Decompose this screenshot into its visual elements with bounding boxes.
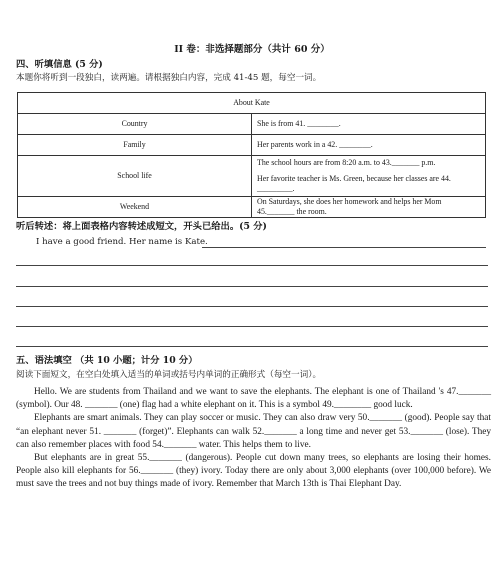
row-label: Country — [18, 114, 252, 135]
answer-line — [16, 346, 488, 347]
cloze-passage — [16, 386, 491, 492]
section4-heading: 四、听填信息 (5 分) — [16, 59, 103, 70]
passage-paragraph: Hello. We are students from Thailand and we want to save the elephants. The elephant is one of Thailand 's 47._______ (symbol). Our 48. _______ (one) flag had a white elephant on it. This is a symbol 49.________ good luck. — [16, 387, 491, 411]
table-row — [18, 135, 486, 156]
row-label: School life — [18, 156, 252, 197]
row-line: Her favorite teacher is Ms. Green, because her classes are 44. _________. — [257, 174, 451, 193]
row-content — [252, 156, 486, 197]
table-row — [18, 197, 486, 218]
row-content: Her parents work in a 42. ________. — [252, 135, 486, 156]
row-content: She is from 41. ________. — [252, 114, 486, 135]
answer-line — [202, 247, 486, 248]
section5-heading: 五、语法填空 （共 10 小题；计分 10 分） — [16, 355, 198, 366]
answer-line — [16, 306, 488, 307]
about-kate-table — [17, 92, 486, 218]
paper-title: II 卷：非选择题部分（共计 60 分） — [174, 44, 330, 55]
section4-instruction: 本题你将听到一段独白，读两遍。请根据独白内容，完成 41-45 题，每空一词。 — [16, 73, 322, 83]
answer-line — [16, 326, 488, 327]
row-label: Family — [18, 135, 252, 156]
answer-line — [16, 286, 488, 287]
row-label: Weekend — [18, 197, 252, 218]
section5-instruction: 阅读下面短文，在空白处填入适当的单词或括号内单词的正确形式（每空一词）。 — [16, 370, 322, 380]
table-row — [18, 156, 486, 197]
passage-paragraph: But elephants are in great 55._______ (dangerous). People cut down many trees, so elephants are losing their homes. People also kill elephants for 56._______ (they) ivory. Today there are only about 3,000 elephants (over 100,000 before). We must save the trees and not buy things made of ivory. Remember that March 13th is Thai Elephant Day. — [16, 453, 491, 490]
retell-first-sentence: I have a good friend. Her name is Kate. — [36, 237, 208, 247]
table-row — [18, 114, 486, 135]
row-line: The school hours are from 8:20 a.m. to 43._______ p.m. — [257, 158, 436, 168]
row-content: On Saturdays, she does her homework and helps her Mom 45._______ the room. — [252, 197, 486, 218]
table-header: About Kate — [18, 93, 486, 114]
passage-paragraph: Elephants are smart animals. They can play soccer or music. They can also draw very 50._______ (good). People say that “an elephant never 51. _______ (forget)”. Elephants can walk 52._______ a long time and never get 53._______ (lose). They can also remember places with food 54._______ water. This helps them to live. — [16, 413, 491, 450]
retell-heading: 听后转述：将上面表格内容转述成短文，开头已给出。(5 分) — [16, 221, 267, 232]
answer-line — [16, 265, 488, 266]
